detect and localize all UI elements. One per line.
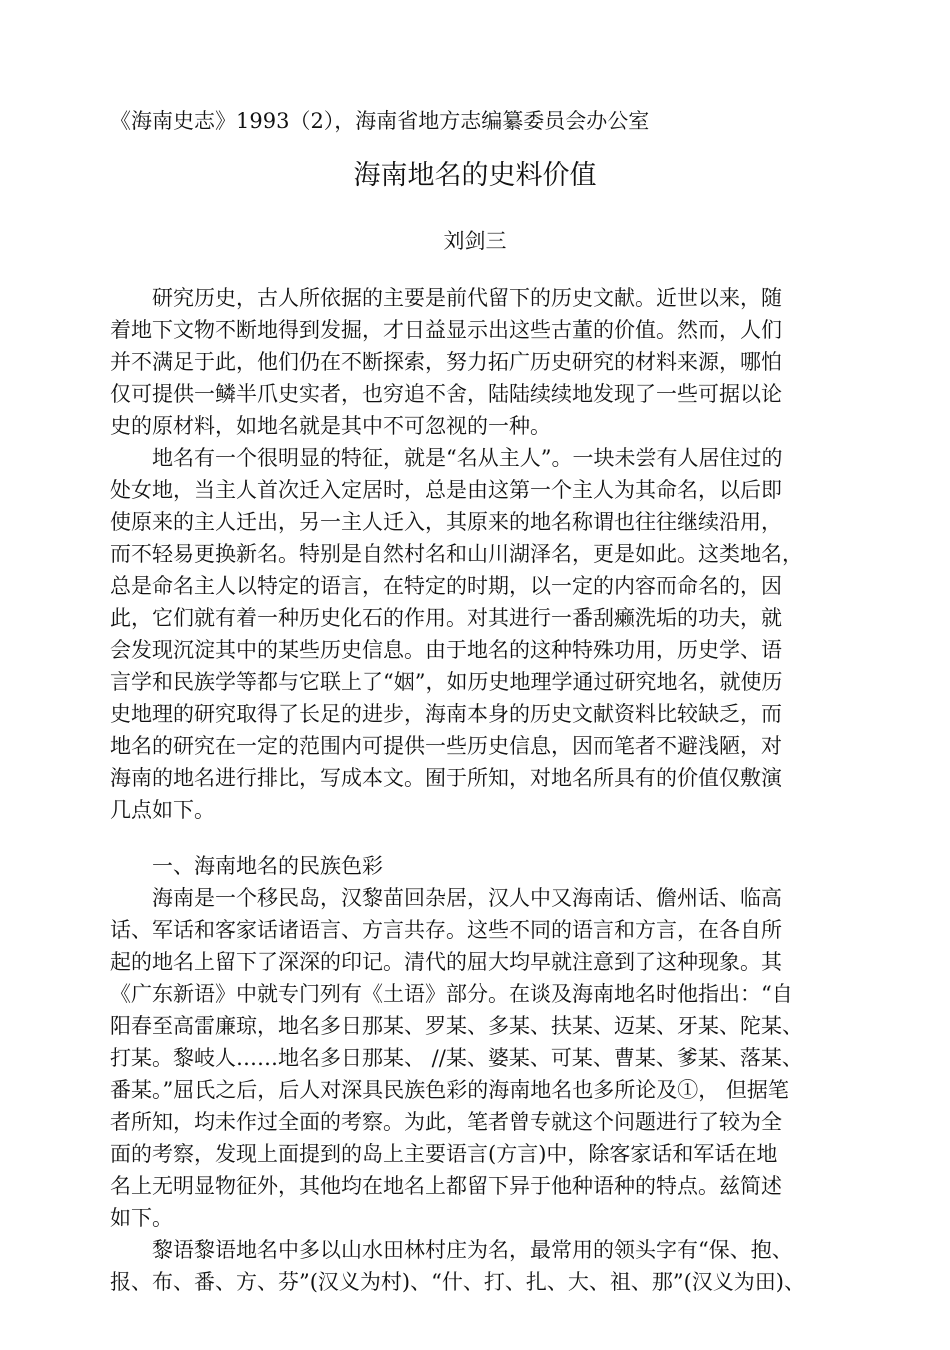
paragraph (110, 882, 845, 1234)
paragraph-line: 海南的地名进行排比，写成本文。囿于所知，对地名所具有的价值仅敷演 (110, 766, 782, 790)
paragraph-line: 报、布、番、方、芬”(汉义为村)、“什、打、扎、大、祖、那”(汉义为田)、 (110, 1270, 805, 1294)
section-heading: 一、海南地名的民族色彩 (152, 854, 383, 878)
article-author: 刘剑三 (443, 229, 507, 253)
paragraph-line: 《广东新语》中就专门列有《土语》部分。在谈及海南地名时他指出：“自 (110, 982, 793, 1006)
paragraph-line: 名上无明显物征外，其他均在地名上都留下异于他种语种的特点。兹简述 (110, 1174, 782, 1198)
paragraph-line: 使原来的主人迁出，另一主人迁入，其原来的地名称谓也往往继续沿用， (110, 510, 782, 534)
paragraph-line: 研究历史，古人所依据的主要是前代留下的历史文献。近世以来，随 (152, 286, 782, 310)
paragraph-line: 处女地，当主人首次迁入定居时，总是由这第一个主人为其命名，以后即 (110, 478, 782, 502)
source-citation: 《海南史志》1993（2），海南省地方志编纂委员会办公室 (110, 109, 650, 133)
paragraph-line: 史地理的研究取得了长足的进步，海南本身的历史文献资料比较缺乏，而 (110, 702, 782, 726)
paragraph-line: 海南是一个移民岛，汉黎苗回杂居，汉人中又海南话、儋州话、临高 (152, 886, 782, 910)
paragraph-line: 黎语黎语地名中多以山水田林村庄为名，最常用的领头字有“保、抱、 (152, 1238, 793, 1262)
paragraph-line: 面的考察，发现上面提到的岛上主要语言(方言)中，除客家话和军话在地 (110, 1142, 778, 1166)
paragraph-line: 地名有一个很明显的特征，就是“名从主人”。一块未尝有人居住过的 (152, 446, 783, 470)
paragraph-line: 仅可提供一鳞半爪史实者，也穷追不舍，陆陆续续地发现了一些可据以论 (110, 382, 782, 406)
paragraph-line: 地名的研究在一定的范围内可提供一些历史信息，因而笔者不避浅陋，对 (110, 734, 782, 758)
paragraph-line: 会发现沉淀其中的某些历史信息。由于地名的这种特殊功用，历史学、语 (110, 638, 782, 662)
paragraph-line: 打某。黎岐人……地名多日那某、 //某、婆某、可某、曹某、爹某、落某、 (110, 1046, 803, 1070)
paragraph (110, 1234, 845, 1298)
paragraph-line: 阳春至高雷廉琼，地名多日那某、罗某、多某、扶某、迈某、牙某、陀某、 (110, 1014, 803, 1038)
paragraph-line: 并不满足于此，他们仍在不断探索，努力拓广历史研究的材料来源，哪怕 (110, 350, 782, 374)
paragraph-line: 史的原材料，如地名就是其中不可忽视的一种。 (110, 414, 551, 438)
article-title: 海南地名的史料价值 (353, 160, 597, 191)
paragraph-line: 总是命名主人以特定的语言，在特定的时期，以一定的内容而命名的，因 (110, 574, 782, 598)
paragraph-line: 如下。 (110, 1206, 173, 1230)
paragraph-line: 而不轻易更换新名。特别是自然村名和山川湖泽名，更是如此。这类地名， (110, 542, 803, 566)
article-body (110, 282, 845, 1298)
section-spacer (110, 826, 845, 850)
paragraph-line: 几点如下。 (110, 798, 215, 822)
paragraph-line: 着地下文物不断地得到发掘，才日益显示出这些古董的价值。然而，人们 (110, 318, 782, 342)
paragraph-line: 此，它们就有着一种历史化石的作用。对其进行一番刮癞洗垢的功夫，就 (110, 606, 782, 630)
paragraph-line: 话、军话和客家话诸语言、方言共存。这些不同的语言和方言，在各自所 (110, 918, 782, 942)
paragraph-line: 言学和民族学等都与它联上了“姻”，如历史地理学通过研究地名，就使历 (110, 670, 783, 694)
paragraph-line: 番某。”屈氏之后，后人对深具民族色彩的海南地名也多所论及①， 但据笔 (110, 1078, 789, 1102)
paragraph-line: 者所知，均未作过全面的考察。为此，笔者曾专就这个问题进行了较为全 (110, 1110, 782, 1134)
paragraph (110, 282, 845, 442)
paragraph (110, 442, 845, 826)
paragraph-line: 起的地名上留下了深深的印记。清代的屈大均早就注意到了这种现象。其 (110, 950, 782, 974)
